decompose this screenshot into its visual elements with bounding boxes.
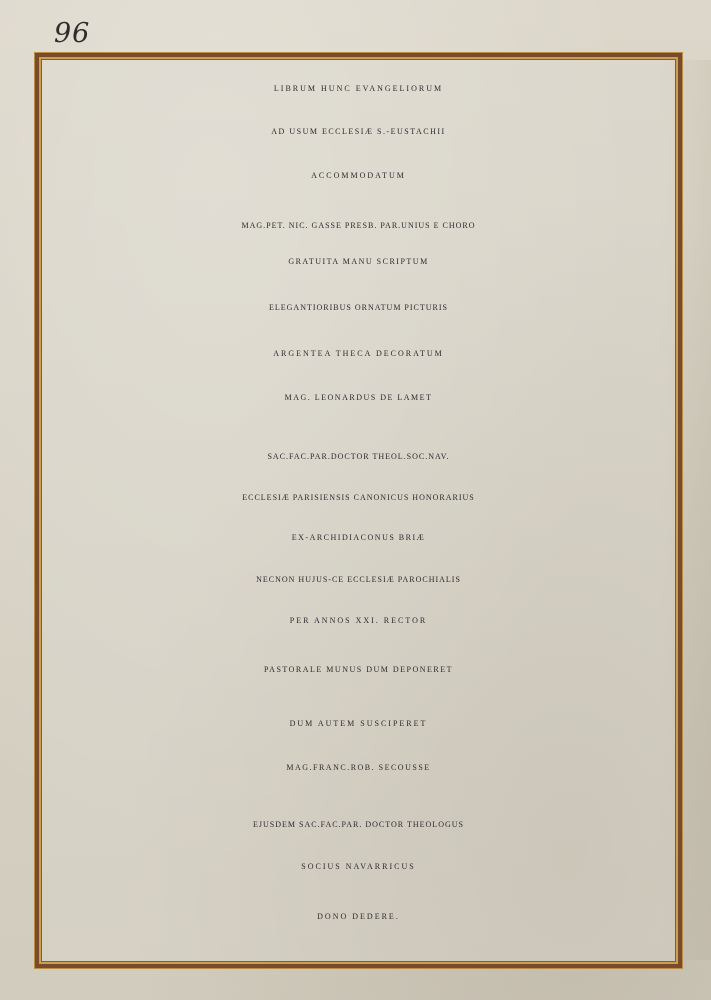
inscription-line-19: DONO DEDERE. bbox=[317, 912, 400, 921]
inscription-line-11: EX-ARCHIDIACONUS BRIÆ bbox=[291, 533, 426, 542]
inscription-line-2: AD USUM ECCLESIÆ S.-EUSTACHII bbox=[271, 127, 446, 136]
inscription-line-9: SAC.FAC.PAR.DOCTOR THEOL.SOC.NAV. bbox=[267, 452, 450, 461]
inscription-line-15: DUM AUTEM SUSCIPERET bbox=[289, 719, 428, 728]
page-number: 96 bbox=[54, 18, 91, 49]
inscription-line-8: MAG. LEONARDUS DE LAMET bbox=[284, 393, 433, 402]
inscription-line-5: GRATUITA MANU SCRIPTUM bbox=[288, 257, 429, 266]
inscription-line-12: NECNON HUJUS-CE ECCLESIÆ PAROCHIALIS bbox=[256, 575, 461, 584]
inscription-line-18: SOCIUS NAVARRICUS bbox=[301, 862, 416, 871]
inscription-line-6: ELEGANTIORIBUS ORNATUM PICTURIS bbox=[268, 303, 448, 312]
inscription-line-17: EJUSDEM SAC.FAC.PAR. DOCTOR THEOLOGUS bbox=[253, 820, 464, 829]
inscription-line-16: MAG.FRANC.ROB. SECOUSSE bbox=[286, 763, 431, 772]
inscription-line-13: PER ANNOS XXI. RECTOR bbox=[289, 616, 428, 625]
inscription-line-14: PASTORALE MUNUS DUM DEPONERET bbox=[263, 665, 454, 674]
inscription-line-1: LIBRUM HUNC EVANGELIORUM bbox=[273, 84, 444, 93]
inscription-line-7: ARGENTEA THECA DECORATUM bbox=[273, 349, 444, 358]
inscription-line-3: ACCOMMODATUM bbox=[311, 171, 406, 180]
inscription-line-10: ECCLESIÆ PARISIENSIS CANONICUS HONORARIUS bbox=[242, 493, 475, 502]
dedication-inscription bbox=[40, 60, 677, 960]
inscription-line-4: MAG.PET. NIC. GASSE PRESB. PAR.UNIUS E CHORO bbox=[241, 221, 476, 230]
